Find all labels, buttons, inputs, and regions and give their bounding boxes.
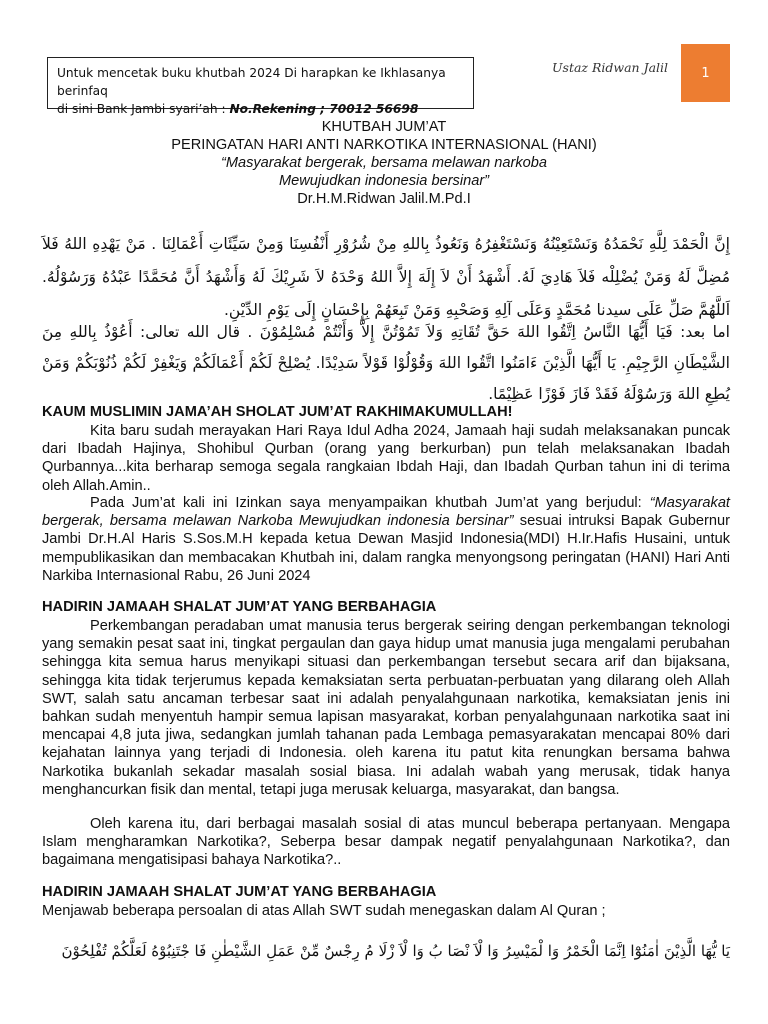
title-theme-line-2: Mewujudkan indonesia bersinar” (278, 173, 490, 189)
title-author: Dr.H.M.Ridwan Jalil.M.Pd.I (297, 191, 471, 207)
title-block (0, 118, 768, 208)
section1-p2-theme: “Masyarakat bergerak, bersama melawan Narkoba Mewujudkan indonesia bersinar” (42, 495, 730, 530)
infaq-info-box (47, 57, 474, 116)
title-line-1: KHUTBAH JUM’AT (321, 119, 447, 135)
section1-p2-suffix: sesuai intruksi Bapak Gubernur Jambi Dr.H.Al Haris S.Sos.M.H kepada ketua Dewan Masjid Indonesia(MDI) H.Ir.Hafis Husaini, untuk mempublikasikan dan membacakan Khutbah ini, dalam rangka menyongsong peringatan (HANI) Hari Anti Narkiba Internasional Rabu, 26 Juni 2024 (42, 513, 730, 584)
infaq-line-1: Untuk mencetak buku khutbah 2024 Di harapkan ke Ikhlasanya berinfaq (57, 66, 446, 98)
opening-arabic-text: إِنَّ الْحَمْدَ لِلَّهِ نَحْمَدُهُ وَنَسْتَعِيْنُهُ وَنَسْتَغْفِرُهُ وَنَعُوذُ بِاللهِ مِنْ شُرُوْرِ أَنْفُسِنَا وَمِنْ سَيِّئَاتِ أَعْمَالِنَا . مَنْ يَهْدِهِ اللهُ فَلاَ مُضِلَّ لَهُ وَمَنْ يُضْلِلْه فَلاَ هَادِيَ لَهُ. أَشْهَدُ أَنْ لاَ إِلَهَ إِلاَّ اللهُ وَحْدَهُ لاَ شَرِيْكَ لَهُ وَأَشْهَدُ أَنَّ مُحَمَّدًا عَبْدُهُ وَرَسُوْلُهُ. اَللَّهُمَّ صَلِّ عَلَى سيدنا مُحَمَّدٍ وَعَلَى آلِهِ وَصَحْبِهِ وَمَنْ تَبِعَهُمْ بِإِحْسَانٍ إِلَى يَوْمِ الدِّيْنِ. (42, 235, 730, 319)
header-author: Ustaz Ridwan Jalil (552, 60, 669, 75)
amma-badu-paragraph (42, 317, 730, 410)
title-theme-line-1: “Masyarakat bergerak, bersama melawan narkoba (220, 155, 548, 171)
amma-badu-arabic: فَيَا أَيُّهَا النَّاسُ اِتَّقُوا اللهَ حَقَّ تُقَاتِهِ وَلاَ تَمُوْتُنَّ إِلاَّ وَأَنْتُمْ مُسْلِمُوْنَ . قال الله تعالى: أَعُوْذُ بِاللهِ مِنَ الشَّيْطَانِ الرَّجِيْمِ. يَا أَيُّهَا الَّذِيْنَ ءَامَنُوا اتَّقُوا اللهَ وَقُوْلُوْا قَوْلاً سَدِيْدًا. يُصْلِحْ لَكُمْ أَعْمَالَكُمْ وَيَغْفِرْ لَكُمْ ذُنُوْبَكُمْ وَمَنْ يُطِعِ اللهَ وَرَسُوْلَهُ فَقَدْ فَازَ فَوْزًا عَظِيْمًا. (42, 323, 730, 403)
amma-badu-label: اما بعد: (680, 323, 730, 341)
section2-p1-text: Perkembangan peradaban umat manusia terus bergerak seiring dengan perkembangan teknologi yang semakin pesat saat ini, tingkat pergaulan dan gaya hidup umat manusia juga mengalami perubahan sehingga kita semua harus menyikapi situasi dan perkembangan tersebut secara arif dan bijaksana, sehingga kita tidak terjerumus kepada kemaksiatan serta perbuatan-perbuatan yang dilarang oleh Allah SWT, salah satu ancaman terbesar saat ini adalah penyalahgunaan narkotika, kemaksiatan jenis ini bahkan sudah menyentuh hampir semua lapisan masyarakat, korban penyalahgunaan narkotika saat ini mencapai 4,8 juta jiwa, sedangkan jumlah tahanan pada Lembaga pemasyarakatan mencapai 80% dari kejahatan lainnya yang terjadi di Indonesia. oleh karena itu patut kita renungkan bersama bahwa Narkotika bukanlah sekadar masalah sosial biasa. Ini adalah wabah yang merusak, tidak hanya menghancurkan fisik dan mental, tetapi juga merusak keluarga, masyarakat, dan bangsa. (42, 618, 730, 798)
section1-p2-prefix: Pada Jum’at kali ini Izinkan saya menyampaikan khutbah Jum’at yang berjudul: (90, 495, 650, 511)
section-heading-1: KAUM MUSLIMIN JAMA’AH SHOLAT JUM’AT RAKHIMAKUMULLAH! (42, 404, 513, 420)
section2-p2-text: Oleh karena itu, dari berbagai masalah sosial di atas muncul beberapa pertanyaan. Mengapa Islam mengharamkan Narkotika?, Seberpa besar dampak negatif penyalahgunaan Narkotika?, dan bagaimana mengatisipasi bahaya Narkotika?.. (42, 816, 730, 869)
section1-p1-text: Kita baru sudah merayakan Hari Raya Idul Adha 2024, Jamaah haji sudah melaksanakan puncak dari Ibadah Hajinya, Shohibul Qurban (orang yang berkurban) pun telah melaksanakan Ibadah Qurbannya...kita berharap semoga segala rangkaian Ibdah Haji, dan Ibadah Qurban tahun ini di terima oleh Allah.Amin.. (42, 423, 730, 494)
section-heading-3: HADIRIN JAMAAH SHALAT JUM’AT YANG BERBAHAGIA (42, 884, 437, 900)
quran-ayah: يَا يُّهَا الَّذِيْنَ اٰمَنُوْٓا اِنَّمَا الْخَمْرُ وَا لْمَيْسِرُ وَا لْاَ نْصَا بُ وَا لْاَ زْلَا مُ رِجْسٌ مِّنْ عَمَلِ الشَّيْطٰنِ فَا جْتَنِبُوْهُ لَعَلَّكُمْ تُفْلِحُوْنَ (61, 942, 730, 960)
section-heading-2: HADIRIN JAMAAH SHALAT JUM’AT YANG BERBAHAGIA (42, 599, 437, 615)
infaq-line-2 (57, 100, 464, 118)
section1-paragraph-2 (42, 494, 730, 585)
page-number-badge: 1 (681, 44, 730, 102)
section3-paragraph-1: Menjawab beberapa persoalan di atas Allah SWT sudah menegaskan dalam Al Quran ; (42, 903, 606, 919)
section2-paragraph-2 (42, 815, 730, 870)
section2-paragraph-1 (42, 617, 730, 799)
account-number: No.Rekening ; 70012 56698 (229, 102, 419, 116)
section1-paragraph-1 (42, 422, 730, 495)
title-line-2: PERINGATAN HARI ANTI NARKOTIKA INTERNASIONAL (HANI) (171, 137, 597, 153)
bank-label: di sini Bank Jambi syari’ah : (57, 102, 230, 116)
